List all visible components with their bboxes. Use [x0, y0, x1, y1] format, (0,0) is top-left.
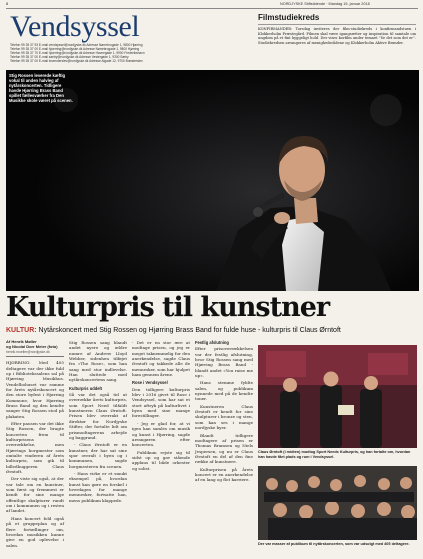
contact-line: Telefon 99 35 37 00 E-mail saeby@nordjyske.dk Adresse Vestergade 1, 9300 Sæby [10, 55, 129, 59]
sidebar-story-title: Filmstudiekreds [258, 13, 320, 22]
paragraph: Hans stemme fyldte salen, og publikum nynnede med på de kendte toner. [195, 380, 253, 402]
divider [6, 356, 64, 357]
article-column-4 [195, 340, 253, 483]
contact-list [10, 43, 250, 63]
audience-caption-text: Der var masser af publikum til nytårskoncerten, som var udsolgt med 405 deltagere. [258, 542, 410, 546]
award-photo-graphic [258, 345, 417, 448]
paragraph: - Hans virke er et smukt eksempel på, hvordan kunst kan gøre en forskel i hverdagen for mange mennesker, fortsatte han, mens publikum klappede. [69, 470, 127, 503]
paragraph: Hans koncert fold også på et gruppeplan og af flere fortællinger om, hvordan musikken kunne give en god oplevelse i salen. [6, 515, 64, 548]
paragraph: Publikum rejste sig til sidst op og gav stående applaus til både orkester og solist. [132, 449, 190, 471]
contact-line: Telefon 99 35 37 70 E-mail hjoerring@nordjyske.dk Adresse Havnegade 1, 9900 Frederikshavn [10, 51, 145, 55]
top-rule [6, 8, 418, 9]
photo-caption [9, 73, 73, 104]
paragraph: Kulturprisen på årets koncert er en anerkendelse af en lang og flot karriere. [195, 466, 253, 483]
contact-line: Telefon 99 35 37 00 E-mail hjoerring@nordjyske.dk Adresse Nørrebrogade 1, 9800 Hjørring [10, 47, 140, 51]
subheading: Rose i Vendsyssel [132, 380, 168, 386]
sidebar-story-text: KONFIRMANDER: Torsdag inviteres der film-studiekreds i konfirmandstuen i Klokkerholm Præstegård. Filmen skal være igangsætter og inspiration til samtale om ungdom på et fint hyggeligt hold. Der vises korfilm under temaet ”Se det som det er”. Studiekredsen arrangeres af menighedsrådene og Klokkerholm Aktive Brønder. [258, 27, 416, 46]
article-column-3 [132, 340, 190, 471]
paper-line: NORDJYSKE Stiftstidende · Mandag 15. januar 2018 [280, 2, 370, 6]
byline-author: Af Henrik Møller [6, 339, 37, 344]
deck-kicker: KULTUR: [6, 327, 37, 334]
divider [258, 24, 416, 25]
audience-photo [258, 466, 417, 540]
contact-line: Telefon 99 35 37 00 E-mail broenderslev@nordjyske.dk Adresse Algade 12, 9700 Brønderslev [10, 59, 143, 63]
deck-text: Nytårskoncert med Stig Rossen og Hjørring Brass Band for fulde huse - kulturpris til Claus Ørntoft [38, 327, 341, 334]
page-number: 8 [6, 1, 9, 6]
paragraph: Så var det også tid at overrække årets kulturpris, som Sport Need tilfaldt kunstneren Claus Ørntoft. Prisen blev overrakt af direktør for Nordjyske Stifter, der fortalte lidt om prismodtagerens arbejde og baggrund. [69, 392, 127, 440]
article-column-1 [6, 340, 64, 548]
headline: Kulturpris til kunstner [6, 292, 330, 323]
paragraph: - Det er en stor ære at modtage prisen, og jeg er meget taknemmelig for den anerkendelse, sagde Claus Ørntoft og takkede alle de mennesker, som har hjulpet ham gennem årene. [132, 340, 190, 378]
paragraph: - Jeg er glad for, at vi igen kan samles om musik og kunst i Hjørring, sagde arrangøren efter koncerten. [132, 420, 190, 448]
award-photo [258, 345, 417, 448]
award-caption [258, 450, 417, 459]
subheading: Kulturpris uddelt [69, 385, 102, 391]
deck [6, 327, 416, 334]
sidebar-story [258, 13, 416, 65]
paragraph: HJØRRING: Med 405 deltagere var der ikke fuld op i Bibliotekssalens sal på Hjørring Musikhus. Vendelbohuset var ramme for årets nytårskoncert og den store byfest i Hjørring Kommune, hvor Hjørring Brass Band og den kendte sanger Stig Rossen stod på plakaten. [6, 360, 64, 419]
award-caption-text: Claus Ørntoft (i midten) modtog Sport Needs Kulturpris, og han fortalte om, hvordan han havde fået plads og rum i Vendsyssel. [258, 450, 411, 459]
paragraph: Der viste sig også, at der var tale om en kunstner, som først og fremmest er kendt for sine mange offentlige skulpturer rundt om i kommunen og i resten af landet. [6, 476, 64, 514]
audience-photo-graphic [258, 466, 417, 540]
paragraph: Blandt tidligere modtagere af prisen er Thomas Bramsen og Niels Jespersen, og nu er Claus Ørntoft en del af den fine række af kunstnere. [195, 432, 253, 465]
paragraph: Efter pausen var det ikke Stig Rossen, der bragte koncerten frem til kulturprisens overrækkelse, men Hjørrings borgmester som omtalte vinderen af årets kulturpris, som gik til billedhuggeren Claus Ørntoft. [6, 420, 64, 475]
audience-caption [258, 542, 417, 547]
paragraph: Den tidligere kulturpris blev i 2016 givet til Rose i Vendsyssel, som har sat et stort aftryk på kulturlivet i byen med sine mange forestillinger. [132, 386, 190, 419]
byline-photographer: og Nicolai Dorr Meier (foto) [6, 343, 58, 349]
masthead: Vendsyssel [10, 10, 140, 43]
paragraph: Kunstneren Claus Ørntoft er kendt for sine skulpturer i bronze og sten, som kan ses i mange nordjyske byer. [195, 403, 253, 431]
contact-line: Telefon 99 35 37 93 E-mail vendsyssel@nordjyske.dk Adresse Nørrebrogade 1, 9800 Hjørring [10, 43, 143, 47]
article-column-2 [69, 340, 127, 503]
photo-caption-text: Stig Rossen leverede kæftig vokal til anden halvleg af nytårskoncerten. Tidligere havde Hjørring Brass Band spillet fællesværker fra Den Musikke skole været på scenen. [9, 73, 73, 104]
byline-email: henrik.moeller@nordjyske.dk [6, 349, 50, 354]
paragraph: Stig Rossen sang blandt andet nyere og ældre numre af Andrew Lloyd Webber, sidenhen tilføjet fra »The Rose«, som han sang med stor indlevelse. Han sluttede med nytårskoncertens sang. [69, 340, 127, 383]
subheading: Festlig afslutning [195, 340, 229, 345]
paragraph: Efter prisoverrækkelsen var der festlig afslutning, hvor Stig Rossen sang med Hjørring Brass Band - blandt andet »You raise me up«. [195, 346, 253, 379]
paragraph: - Claus Ørntoft er en kunstner, der har sat sine spor overalt i byen og i kommunen, sagde borgmesteren fra scenen. [69, 442, 127, 469]
